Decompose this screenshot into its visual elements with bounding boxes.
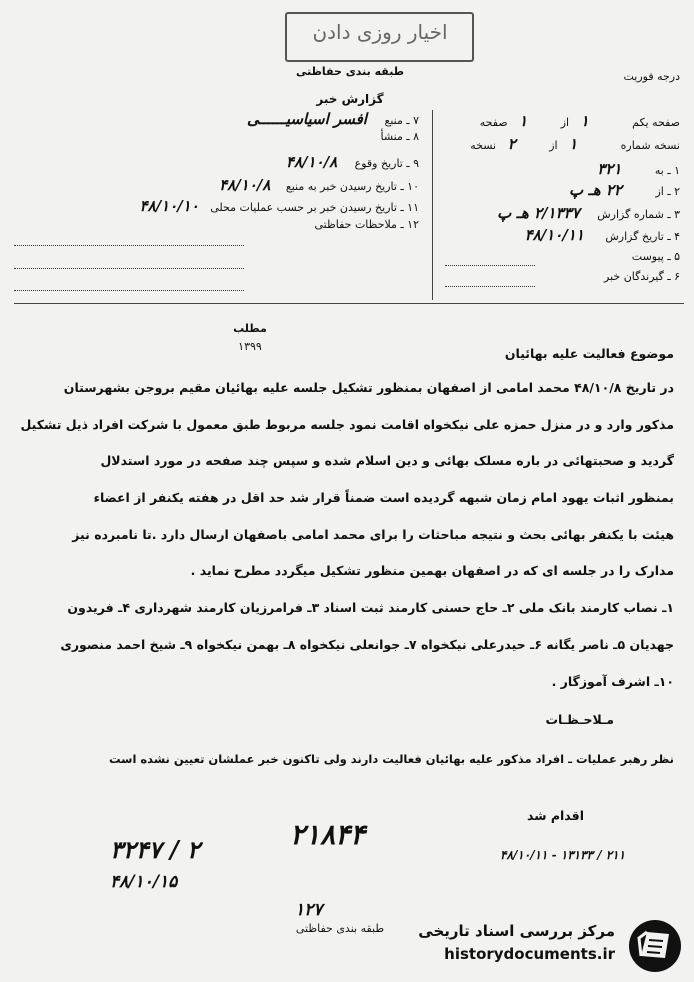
body-line: بمنظور اثبات یهود امام زمان شبهه گردیده است ضمناً قرار شد حد اقل در هفته یکنفر از اعضاء [93, 490, 674, 505]
from-value: ۲۲ هـ پ [568, 181, 622, 199]
to-label: ۱ ـ به [654, 164, 680, 177]
closing-label: مـلاحـظـات [545, 712, 614, 727]
body-line: گردید و صحبتهائی در باره مسلک بهائی و دین اسلام شده و سپس چند صفحه در مورد استدلال [100, 453, 674, 468]
copy-from-label: از [549, 139, 558, 152]
side-note-2: ۱۳۹۹ [238, 340, 262, 353]
report-number-value: ۲/۱۳۳۷ هـ پ [497, 204, 580, 222]
event-date-label: ۹ ـ تاریخ وقوع [354, 157, 419, 170]
body-line: ۱۰ـ اشرف آموزگار . [551, 674, 674, 689]
dotted-line [14, 290, 244, 291]
dotted-line [445, 286, 535, 287]
received-date-value: ۴۸/۱۰/۸ [219, 176, 271, 194]
from-row [440, 181, 680, 201]
report-date-label: ۴ ـ تاریخ گزارش [605, 230, 680, 243]
dotted-line [14, 268, 244, 269]
body-line: در تاریخ ۴۸/۱۰/۸ محمد امامی از اصفهان بمنظور تشکیل جلسه علیه بهائیان مقیم بروجن بشهرستان [63, 380, 674, 395]
report-date-row [440, 226, 680, 246]
notes-label: ۱۲ ـ ملاحظات حفاظتی [314, 218, 419, 231]
recipients-label: ۶ ـ گیرندگان خبر [604, 270, 680, 283]
evaluation-line: نظر رهبر عملیات ـ افراد مذکور علیه بهائیان فعالیت دارند ولی تاکنون خبر عملشان تعیین نشده است [108, 752, 674, 766]
ops-date-value: ۴۸/۱۰/۱۰ [139, 197, 199, 215]
ops-date-label: ۱۱ ـ تاریخ رسیدن خبر بر حسب عملیات محلی [210, 201, 419, 214]
handwritten-date-1: ۴۸/۱۰/۱۵ [110, 872, 178, 892]
received-date-row [14, 176, 419, 196]
handwritten-number-1: ۳۲۴۷ / ۲ [110, 835, 200, 864]
body-line: مذکور وارد و در منزل حمزه علی نیکخواه اقامت نمود جلسه مربوط طبق معمول با شرکت افراد ذیل تشکیل [20, 417, 674, 432]
event-date-row [14, 153, 419, 173]
urgency-label: درجه فوریت [623, 70, 680, 83]
classification-label: طبقه بندی حفاظتی [295, 65, 405, 78]
page-number-row: صفحه یکم ۱ از ۱ صفحه [479, 112, 680, 130]
watermark [400, 915, 690, 975]
body-line: مدارک را در جلسه ای که در اصفهان بهمین منظور تشکیل میگردد مطرح نماید . [190, 563, 674, 578]
dotted-line [445, 265, 535, 266]
watermark-url: historydocuments.ir [444, 945, 615, 963]
body-line: هیئت با یکنفر بهائی بحث و نتیجه مباحثات را برای محمد امامی باصفهان ارسال دارد .تا نامبرده نیز [72, 527, 674, 542]
page-of-label: صفحه یکم [632, 116, 680, 129]
section-divider [14, 303, 684, 304]
body-line: جهدیان ۵ـ ناصر یگانه ۶ـ حیدرعلی نیکخواه ۷ـ جوانعلی نیکخواه ۸ـ بهمن نیکخواه ۹ـ شیخ احمد منصوری [60, 637, 674, 652]
handwritten-reference: ۴۸/۱۰/۱۱ - ۱۳۱۳۳ / ۲۱۱ [500, 848, 626, 862]
handwritten-bottom-number: ۱۲۷ [295, 900, 323, 920]
copy-number-row: نسخه شماره ۱ از ۲ نسخه [470, 135, 680, 153]
event-date-value: ۴۸/۱۰/۸ [285, 153, 338, 171]
received-date-label: ۱۰ ـ تاریخ رسیدن خبر به منبع [285, 180, 419, 193]
body-line: ۱ـ نصاب کارمند بانک ملی ۲ـ حاج حسنی کارمند ثبت اسناد ۳ـ فرامرزیان کارمند شهرداری ۴ـ فریدون [67, 600, 674, 615]
report-number-row [440, 204, 680, 224]
notes-row [14, 218, 419, 238]
document-title: گزارش خبر [316, 92, 384, 106]
source-value: افسر اسیاسیــــــی [246, 110, 367, 128]
attachment-label: ۵ ـ پیوست [631, 250, 680, 263]
report-date-value: ۴۸/۱۰/۱۱ [524, 226, 584, 244]
page-total-label: صفحه [479, 116, 508, 129]
signature-line: اقدام شد [526, 808, 584, 823]
handwritten-number-2: ۲۱۸۴۴ [290, 818, 366, 851]
page-from-label: از [560, 116, 570, 129]
footer-classification: طبقه بندی حفاظتی [295, 922, 385, 935]
side-note-1: مطلب [233, 322, 267, 335]
dotted-line [14, 245, 244, 246]
subject-line: موضوع فعالیت علیه بهائیان [504, 346, 674, 361]
to-row [440, 160, 680, 180]
copy-total-label: نسخه [470, 139, 497, 152]
column-divider [432, 110, 433, 300]
document-logo-icon [625, 918, 685, 974]
origin-row [14, 130, 419, 150]
recipients-row [440, 270, 680, 290]
ops-date-row [14, 197, 419, 217]
source-row [14, 110, 419, 130]
watermark-title: مرکز بررسی اسناد تاریخی [418, 922, 615, 940]
copy-label: نسخه شماره [620, 139, 680, 152]
source-label: ۷ ـ منبع [384, 114, 419, 127]
to-value: ۳۲۱ [597, 160, 622, 178]
header-stamp-text: اخیار روزی دادن [312, 20, 448, 44]
from-label: ۲ ـ از [655, 185, 680, 198]
origin-label: ۸ ـ منشأ [380, 130, 419, 143]
report-number-label: ۳ ـ شماره گزارش [597, 208, 680, 221]
attachment-row [440, 250, 680, 270]
